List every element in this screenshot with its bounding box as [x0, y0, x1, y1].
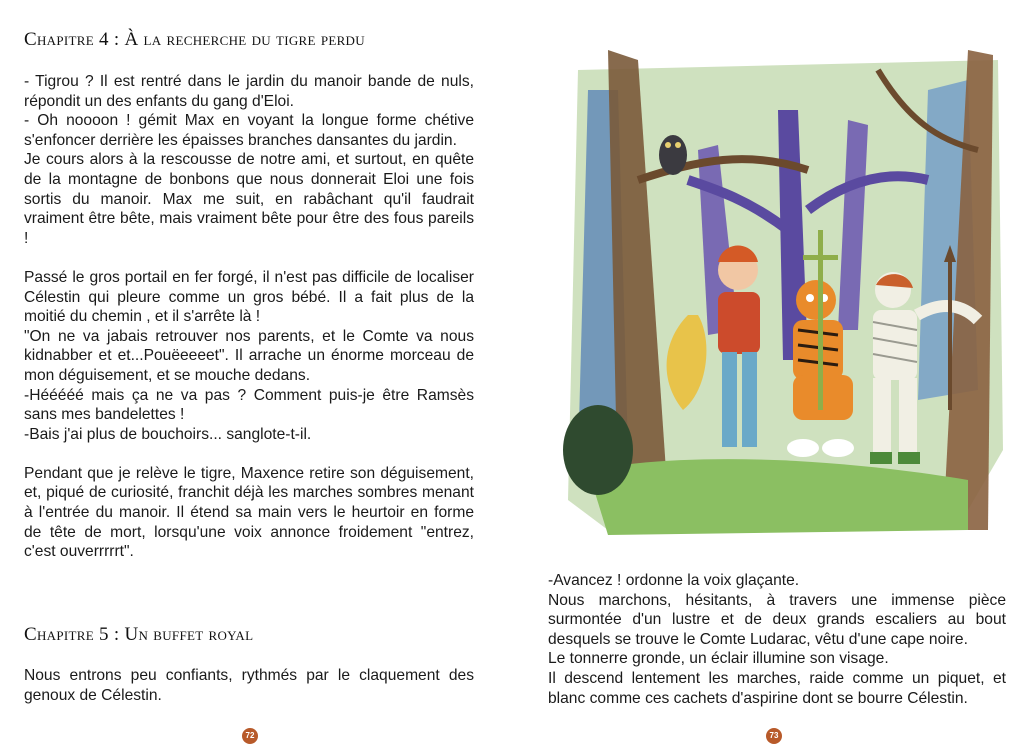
page-number-badge: 73 [766, 728, 782, 744]
paragraph: - Oh noooon ! gémit Max en voyant la longue forme chétive s'enfoncer derrière les épaisses branches dansantes du jardin. [24, 112, 474, 149]
forest-illustration [548, 30, 1008, 548]
paragraph: -Hééééé mais ça ne va pas ? Comment puis-je être Ramsès sans mes bandelettes ! [24, 386, 474, 424]
paragraph: Passé le gros portail en fer forgé, il n'est pas difficile de localiser Célestin qui pleure comme un gros bébé. Il a fait plus de la moitié du chemin , et il s'arrête là ! [24, 268, 474, 326]
chapter-5-body [24, 666, 474, 705]
chapter-5-title: Chapitre 5 : Un buffet royal [24, 624, 254, 645]
chapter-4-title: Chapitre 4 : À la recherche du tigre perdu [24, 29, 365, 50]
paragraph: Je cours alors à la rescousse de notre ami, et surtout, en quête de la montagne de bonbons que nous donnerait Eloi une fois sortis du manoir. Max me suit, en rabâchant qu'il faudrait vraiment être bête, mais vraiment bête pour être des fous pareils ! [24, 151, 474, 247]
paragraph: Nous entrons peu confiants, rythmés par le claquement des genoux de Célestin. [24, 667, 474, 704]
right-page-body [548, 571, 1006, 708]
paragraph: -Bais j'ai plus de bouchoirs... sanglote-t-il. [24, 425, 312, 443]
paragraph: "On ne va jabais retrouver nos parents, et le Comte va nous kidnabber et et...Pouëeeeet". Il arrache un énorme morceau de mon déguisement, et se mouche dedans. [24, 327, 474, 384]
paragraph: Nous marchons, hésitants, à travers une immense pièce surmontée d'un lustre et de deux grands escaliers au bout desquels se trouve le Comte Ludarac, vêtu d'une cape noire. [548, 591, 1006, 648]
page-number-badge: 72 [242, 728, 258, 744]
right-page [512, 0, 1024, 744]
chapter-4-body [24, 72, 474, 562]
paragraph: -Avancez ! ordonne la voix glaçante. [548, 572, 800, 589]
paragraph: Le tonnerre gronde, un éclair illumine son visage. [548, 650, 889, 668]
paragraph: - Tigrou ? Il est rentré dans le jardin du manoir bande de nuls, répondit un des enfants du gang d'Eloi. [24, 73, 474, 110]
paragraph: Pendant que je relève le tigre, Maxence retire son déguisement, et, piqué de curiosité, franchit déjà les marches sombres menant à l'entrée du manoir. Il étend sa main vers le heurtoir en forme de tête de mort, lorsqu'une voix annonce froidement "entrez, c'est ouverrrrrt". [24, 464, 474, 561]
paragraph: Il descend lentement les marches, raide comme un piquet, et blanc comme ces cachets d'aspirine dont se bourre Célestin. [548, 669, 1006, 707]
